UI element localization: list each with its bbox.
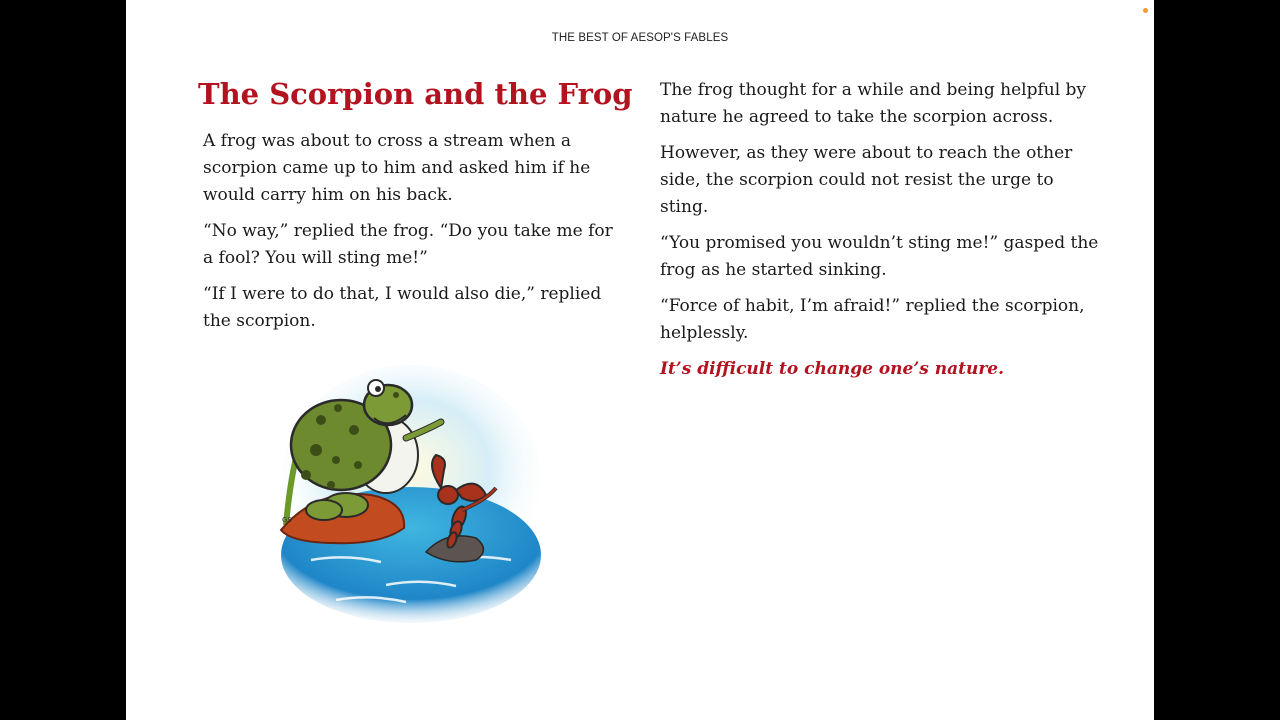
progress-indicator-dot xyxy=(1143,8,1148,13)
paragraph: “Force of habit, I’m afraid!” replied the scorpion, helplessly. xyxy=(660,296,1085,343)
paragraph: The frog thought for a while and being helpful by nature he agreed to take the scorpion across. xyxy=(660,80,1087,127)
paragraph: A frog was about to cross a stream when a scorpion came up to him and asked him if he would carry him on his back. xyxy=(203,131,591,205)
story-title: The Scorpion and the Frog xyxy=(198,77,633,111)
paragraph: “If I were to do that, I would also die,” replied the scorpion. xyxy=(203,284,602,331)
illustrator-signature: GS xyxy=(282,516,292,524)
frog-scorpion-illustration xyxy=(276,360,546,630)
paragraph: However, as they were about to reach the other side, the scorpion could not resist the urge to sting. xyxy=(660,143,1073,217)
moral-text: It’s difficult to change one’s nature. xyxy=(660,359,1005,379)
running-header: THE BEST OF AESOP'S FABLES xyxy=(551,32,729,44)
paragraph: “No way,” replied the frog. “Do you take me for a fool? You will sting me!” xyxy=(203,221,613,268)
paragraph: “You promised you wouldn’t sting me!” gasped the frog as he started sinking. xyxy=(660,233,1099,280)
left-column xyxy=(203,128,623,344)
book-page xyxy=(126,0,1154,720)
right-column xyxy=(660,77,1100,392)
